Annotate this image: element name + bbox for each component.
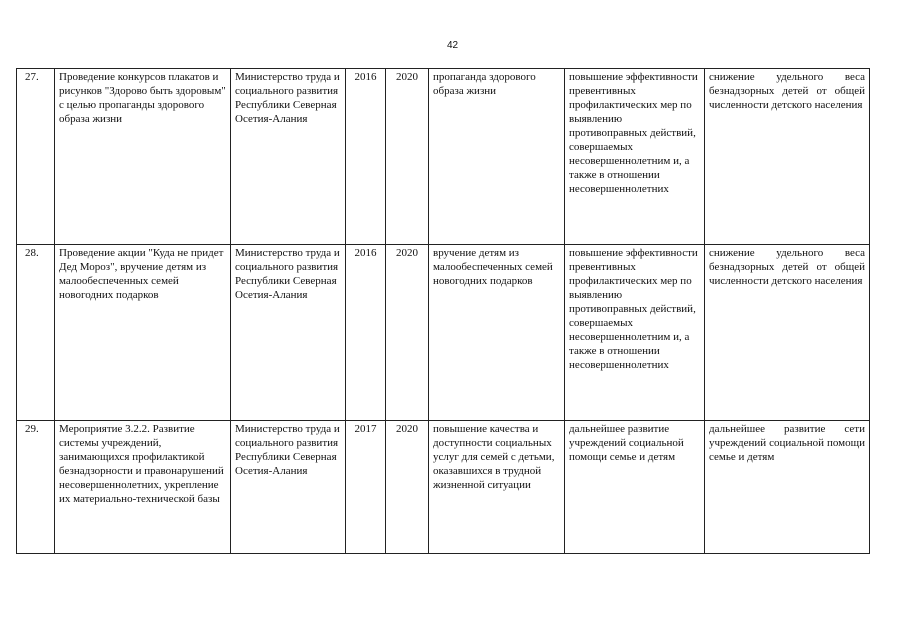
expected-result-cell xyxy=(429,69,565,245)
year-end-cell: 2020 xyxy=(386,245,429,421)
goal-text: повышение эффективности превентивных профилактических мер по выявлению противоправных действий, совершаемых несовершеннолетним и, а также в отношении несовершеннолетних xyxy=(569,71,698,195)
expected-result-text: повышение качества и доступности социальных услуг для семей с детьми, оказавшихся в трудной жизненной ситуации xyxy=(433,423,555,491)
goal-text: повышение эффективности превентивных профилактических мер по выявлению противоправных действий, совершаемых несовершеннолетним и, а также в отношении несовершеннолетних xyxy=(569,247,698,371)
table-row xyxy=(17,69,870,245)
executor-text: Министерство труда и социального развития Республики Северная Осетия-Алания xyxy=(235,423,340,477)
goal-cell xyxy=(565,421,705,554)
row-number-cell: 28. xyxy=(17,245,55,421)
executor-cell xyxy=(231,421,346,554)
indicator-cell xyxy=(705,69,870,245)
program-activities-table xyxy=(16,68,870,554)
goal-cell xyxy=(565,69,705,245)
executor-cell xyxy=(231,245,346,421)
year-start-cell: 2017 xyxy=(346,421,386,554)
activity-text: Мероприятие 3.2.2. Развитие системы учреждений, занимающихся профилактикой безнадзорности и правонарушений несовершеннолетних, укрепление их материально-технической базы xyxy=(59,423,224,505)
activity-cell xyxy=(55,69,231,245)
executor-text: Министерство труда и социального развития Республики Северная Осетия-Алания xyxy=(235,71,340,125)
row-number-cell: 29. xyxy=(17,421,55,554)
year-start-cell: 2016 xyxy=(346,245,386,421)
row-number-cell: 27. xyxy=(17,69,55,245)
expected-result-cell xyxy=(429,245,565,421)
indicator-cell xyxy=(705,421,870,554)
expected-result-text: пропаганда здорового образа жизни xyxy=(433,71,536,97)
table-row xyxy=(17,421,870,554)
executor-cell xyxy=(231,69,346,245)
table-row xyxy=(17,245,870,421)
page-number: 42 xyxy=(446,40,459,51)
activity-cell xyxy=(55,245,231,421)
indicator-text: дальнейшее развитие сети учреждений социальной помощи семье и детям xyxy=(709,423,865,463)
year-end-cell: 2020 xyxy=(386,421,429,554)
activity-cell xyxy=(55,421,231,554)
year-end-cell: 2020 xyxy=(386,69,429,245)
indicator-text: снижение удельного веса безнадзорных детей от общей численности детского населения xyxy=(709,71,865,111)
executor-text: Министерство труда и социального развития Республики Северная Осетия-Алания xyxy=(235,247,340,301)
year-start-cell: 2016 xyxy=(346,69,386,245)
indicator-text: снижение удельного веса безнадзорных детей от общей численности детского населения xyxy=(709,247,865,287)
activity-text: Проведение конкурсов плакатов и рисунков "Здорово быть здоровым" с целью пропаганды здорового образа жизни xyxy=(59,71,226,125)
goal-cell xyxy=(565,245,705,421)
activity-text: Проведение акции "Куда не придет Дед Мороз", вручение детям из малообеспеченных семей новогодних подарков xyxy=(59,247,224,301)
goal-text: дальнейшее развитие учреждений социальной помощи семье и детям xyxy=(569,423,684,463)
indicator-cell xyxy=(705,245,870,421)
expected-result-text: вручение детям из малообеспеченных семей новогодних подарков xyxy=(433,247,553,287)
expected-result-cell xyxy=(429,421,565,554)
